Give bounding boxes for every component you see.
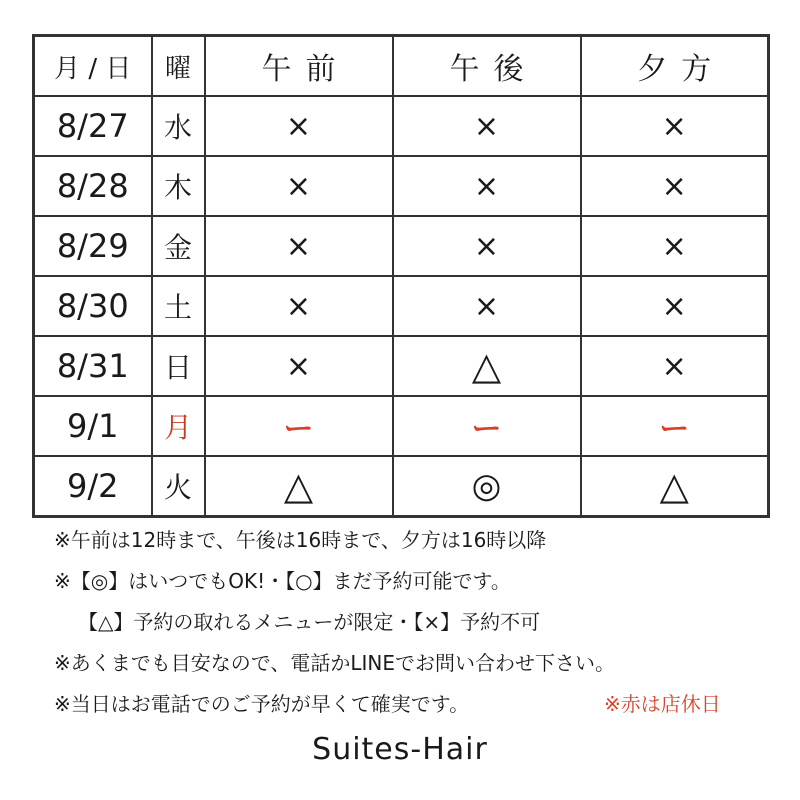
morning-status: × [205, 336, 393, 396]
table-row [34, 456, 769, 517]
afternoon-status: △ [393, 336, 581, 396]
day-cell: 火 [152, 456, 205, 517]
day-cell: 水 [152, 96, 205, 156]
evening-status: ー [581, 396, 769, 456]
date-cell: 8/31 [34, 336, 152, 396]
morning-status: × [205, 96, 393, 156]
morning-status: ー [205, 396, 393, 456]
evening-status: × [581, 216, 769, 276]
table-row [34, 396, 769, 456]
date-cell: 9/1 [34, 396, 152, 456]
day-cell: 木 [152, 156, 205, 216]
closed-day-note: ※赤は店休日 [604, 692, 721, 716]
note-legend-2: 【△】予約の取れるメニューが限定・【×】予約不可 [78, 610, 541, 634]
afternoon-status: × [393, 96, 581, 156]
morning-status: × [205, 276, 393, 336]
table-row [34, 156, 769, 216]
table-row [34, 216, 769, 276]
header-afternoon: 午後 [393, 36, 581, 97]
afternoon-status: ◎ [393, 456, 581, 517]
afternoon-status: × [393, 216, 581, 276]
table-body [34, 96, 769, 517]
header-date: 月 / 日 [34, 36, 152, 97]
note-contact: ※あくまでも目安なので、電話かLINEでお問い合わせ下さい。 [54, 651, 615, 675]
day-cell: 月 [152, 396, 205, 456]
day-cell: 日 [152, 336, 205, 396]
day-cell: 金 [152, 216, 205, 276]
brand-name: Suites-Hair [312, 732, 488, 767]
evening-status: △ [581, 456, 769, 517]
date-cell: 8/28 [34, 156, 152, 216]
afternoon-status: × [393, 276, 581, 336]
date-cell: 9/2 [34, 456, 152, 517]
table-row [34, 336, 769, 396]
day-cell: 土 [152, 276, 205, 336]
note-same-day: ※当日はお電話でのご予約が早くて確実です。 [54, 692, 470, 716]
morning-status: × [205, 216, 393, 276]
morning-status: △ [205, 456, 393, 517]
table-row [34, 96, 769, 156]
date-cell: 8/29 [34, 216, 152, 276]
table-row [34, 276, 769, 336]
evening-status: × [581, 96, 769, 156]
afternoon-status: ー [393, 396, 581, 456]
availability-table [32, 34, 770, 518]
afternoon-status: × [393, 156, 581, 216]
header-row [34, 36, 769, 97]
date-cell: 8/27 [34, 96, 152, 156]
header-day: 曜 [152, 36, 205, 97]
evening-status: × [581, 156, 769, 216]
date-cell: 8/30 [34, 276, 152, 336]
note-legend-1: ※【◎】はいつでもOK!・【○】まだ予約可能です。 [54, 569, 511, 593]
evening-status: × [581, 336, 769, 396]
header-morning: 午前 [205, 36, 393, 97]
note-time-ranges: ※午前は12時まで、午後は16時まで、夕方は16時以降 [54, 528, 547, 552]
morning-status: × [205, 156, 393, 216]
evening-status: × [581, 276, 769, 336]
header-evening: 夕方 [581, 36, 769, 97]
